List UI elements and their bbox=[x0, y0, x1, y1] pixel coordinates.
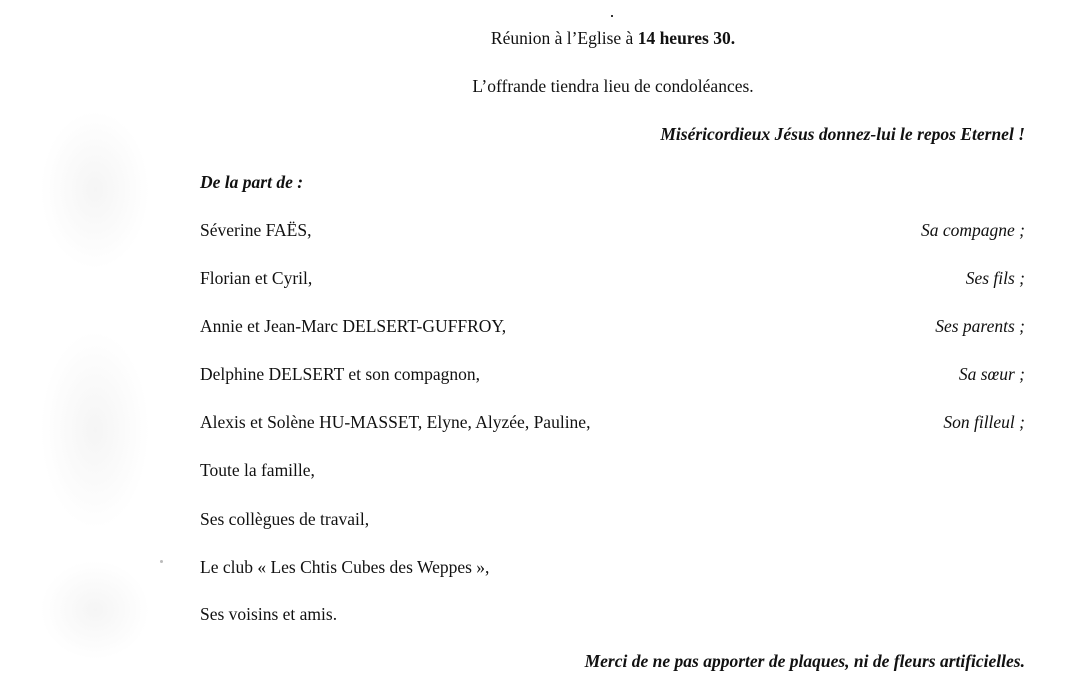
scan-smudge bbox=[40, 110, 150, 270]
family-name: Florian et Cyril, bbox=[200, 268, 313, 288]
family-name: Le club « Les Chtis Cubes des Weppes », bbox=[200, 557, 490, 577]
family-name: Ses collègues de travail, bbox=[200, 509, 370, 529]
meeting-prefix: Réunion à l’Eglise à bbox=[490, 28, 638, 48]
family-relation: Ses parents ; bbox=[935, 316, 1025, 336]
family-relation: Son filleul ; bbox=[943, 412, 1025, 432]
meeting-time: 14 heures 30. bbox=[637, 28, 736, 48]
family-name: Delphine DELSERT et son compagnon, bbox=[200, 364, 481, 384]
scan-smudge bbox=[40, 560, 150, 660]
scan-smudge bbox=[40, 330, 150, 530]
family-name: Séverine FAËS, bbox=[200, 220, 312, 240]
family-name: Toute la famille, bbox=[200, 460, 315, 480]
family-name: Ses voisins et amis. bbox=[200, 604, 338, 624]
from-label: De la part de : bbox=[200, 172, 304, 192]
meeting-line bbox=[0, 27, 1080, 49]
scan-dot bbox=[160, 560, 163, 563]
offering-line: L’offrande tiendra lieu de condoléances. bbox=[472, 76, 754, 96]
family-name: Annie et Jean-Marc DELSERT-GUFFROY, bbox=[200, 316, 507, 336]
family-name: Alexis et Solène HU-MASSET, Elyne, Alyzée, Pauline, bbox=[200, 412, 591, 432]
family-relation: Ses fils ; bbox=[965, 268, 1025, 288]
family-relation: Sa compagne ; bbox=[920, 220, 1025, 240]
scan-dot bbox=[611, 15, 613, 17]
prayer-line: Miséricordieux Jésus donnez-lui le repos Eternel ! bbox=[660, 124, 1025, 144]
footer-note: Merci de ne pas apporter de plaques, ni de fleurs artificielles. bbox=[584, 651, 1025, 671]
family-relation: Sa sœur ; bbox=[958, 364, 1025, 384]
